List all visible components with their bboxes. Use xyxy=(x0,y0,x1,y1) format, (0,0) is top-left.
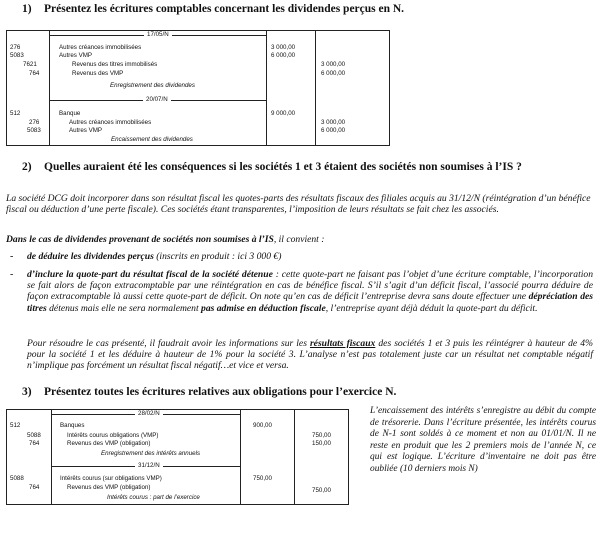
paragraph-non-is-dividends xyxy=(6,234,594,245)
question-1-heading xyxy=(22,3,404,15)
journal-1-row-4-credit: 6 000,00 xyxy=(321,70,346,77)
question-2-heading xyxy=(22,161,522,173)
journal-2-date-1: 28/02/N xyxy=(135,410,163,418)
bullet-2-not-deductible: pas admise en déduction fiscale xyxy=(201,302,326,314)
bond-interest-note: L’encaissement des intérêts s’enregistre au débit du compte de trésorerie. Dans l’écriture présentée, les intérêts courus de N-1 sont soldés à ce moment et non au 01/01/N. Il ne reste en produit que les 2 premiers mois de l’année N, ce qui est logique. L’écriture d’inventaire ne doit pas être oubliée (10 derniers mois N) xyxy=(370,406,596,474)
bullet-2-text xyxy=(27,269,593,314)
journal-1-row-3-label: Revenus des titres immobilisés xyxy=(72,61,158,68)
journal-1-row-1-label: Autres créances immobilisées xyxy=(59,44,142,51)
journal-2-row-3-account: 764 xyxy=(29,440,40,447)
bullet-1-rest: (inscrits en produit : ici 3 000 €) xyxy=(153,251,282,262)
journal-1-row-6-credit: 3 000,00 xyxy=(321,119,346,126)
journal-1-row-3-account: 7621 xyxy=(23,61,37,68)
paragraph-resolution-fiscal-results: résultats fiscaux xyxy=(309,338,376,349)
journal-2-date-2: 31/12/N xyxy=(135,462,163,470)
question-1-title: Présentez les écritures comptables concernant les dividendes perçus en N. xyxy=(44,3,405,15)
journal-2-row-2-account: 5088 xyxy=(27,432,41,439)
question-2-title: Quelles auraient été les conséquences si les sociétés 1 et 3 étaient des sociétés non soumises à l’IS ? xyxy=(44,161,522,173)
question-2-number: 2) xyxy=(22,161,32,173)
journal-1-row-3-credit: 3 000,00 xyxy=(321,61,346,68)
journal-2-row-5-credit: 750,00 xyxy=(312,487,331,494)
journal-dividends xyxy=(6,30,390,146)
paragraph-resolution-2: des sociétés 1 et 3 puis les réintégrer à hauteur de 4% pour la société 1 et les déduire à hauteur de 1% pour la société 3. L’analyse n’est pas totalement juste car un résultat net comptable négatif n’implique pas forcément un résultat fiscal négatif…et vice et versa. xyxy=(27,338,593,372)
journal-1-date-2: 20/07/N xyxy=(143,96,171,104)
journal-1-row-4-account: 764 xyxy=(29,70,40,77)
bullet-2-bold: d’inclure la quote-part du résultat fiscal de la société détenue xyxy=(27,269,273,280)
journal-2-row-4-account: 5088 xyxy=(10,475,24,482)
bullet-2-text-1: : cette quote-part ne faisant pas l’objet d’une écriture comptable, l’incorporation se fait alors de façon extracomptable par une réintégration en cas de bénéfice fiscal. S’il s’agit d’un déficit fiscal, l’associé pourra déduire de façon extracomptable là aussi cette quote-part de déficit. On note qu’en cas de déficit l’entreprise devra sans doute effectuer une xyxy=(27,269,594,303)
journal-2-row-4-debit: 750,00 xyxy=(253,475,272,482)
paragraph-resolution-1: Pour résoudre le cas présenté, il faudrait avoir les informations sur les xyxy=(27,338,310,349)
question-3-number: 3) xyxy=(22,386,32,398)
journal-2-row-5-label: Revenus des VMP (obligation) xyxy=(67,484,151,491)
journal-1-row-7-account: 5083 xyxy=(27,127,41,134)
journal-2-row-5-account: 764 xyxy=(29,484,40,491)
bullet-1-dash: - xyxy=(10,251,14,262)
journal-1-row-6-account: 276 xyxy=(29,119,40,126)
journal-2-row-3-credit: 150,00 xyxy=(312,440,331,447)
journal-2-row-1-label: Banques xyxy=(60,422,85,429)
journal-1-row-7-credit: 6 000,00 xyxy=(321,127,346,134)
journal-1-date-1: 17/05/N xyxy=(144,31,172,39)
journal-1-row-7-label: Autres VMP xyxy=(69,127,103,134)
paragraph-fiscal-result: La société DCG doit incorporer dans son résultat fiscal les quotes-parts des résultats fiscaux des filiales acquis au 31/12/N (réintégration d’un bénéfice fiscal ou déduction d’une perte fiscale). Ces sociétés étant transparentes, l’imposition de leurs résultats se fait chez les associés. xyxy=(6,193,591,216)
journal-2-row-1-debit: 900,00 xyxy=(253,422,272,429)
journal-bonds xyxy=(6,409,349,505)
journal-1-row-5-account: 512 xyxy=(10,110,21,117)
journal-2-row-4-label: Intérêts courus (sur obligations VMP) xyxy=(60,475,162,482)
journal-2-row-2-credit: 750,00 xyxy=(312,432,331,439)
bullet-2-dash: - xyxy=(10,269,14,280)
journal-2-row-2-label: Intérêts courus obligations (VMP) xyxy=(67,432,159,439)
journal-1-row-2-label: Autres VMP xyxy=(59,52,93,59)
question-3-heading xyxy=(22,386,396,398)
journal-2-caption-2: Intérêts courus : part de l’exercice xyxy=(107,494,200,501)
journal-1-row-2-debit: 6 000,00 xyxy=(271,52,296,59)
journal-1-row-1-account: 276 xyxy=(10,44,21,51)
journal-1-row-5-debit: 9 000,00 xyxy=(271,110,296,117)
question-3-title: Présentez toutes les écritures relatives aux obligations pour l’exercice N. xyxy=(44,386,397,398)
bullet-2-text-2: détenus mais elle ne sera normalement xyxy=(46,302,202,314)
journal-1-caption-1: Enregistrement des dividendes xyxy=(110,82,195,89)
journal-2-row-3-label: Revenus des VMP (obligation) xyxy=(67,440,151,447)
paragraph-non-is-bold: Dans le cas de dividendes provenant de sociétés non soumises à l’IS xyxy=(6,234,274,245)
bullet-1-text xyxy=(27,251,593,262)
journal-1-row-2-account: 5083 xyxy=(10,52,24,59)
journal-1-row-5-label: Banque xyxy=(59,110,81,117)
paragraph-non-is-rest: , il convient : xyxy=(273,234,325,245)
paragraph-resolution xyxy=(27,338,593,372)
journal-2-caption-1: Enregistrement des intérêts annuels xyxy=(101,450,201,457)
journal-1-row-6-label: Autres créances immobilisées xyxy=(69,119,152,126)
journal-1-caption-2: Encaissement des dividendes xyxy=(111,136,193,143)
bullet-2-text-3: , l’entreprise ayant déjà déduit la quote-part du déficit. xyxy=(325,302,538,314)
journal-1-row-4-label: Revenus des VMP xyxy=(72,70,124,77)
bullet-1-bold: de déduire les dividendes perçus xyxy=(27,251,154,262)
question-1-number: 1) xyxy=(22,3,32,15)
bullet-2-depreciation: dépréciation des titres xyxy=(27,291,593,314)
journal-1-row-1-debit: 3 000,00 xyxy=(271,44,296,51)
journal-2-row-1-account: 512 xyxy=(10,422,21,429)
